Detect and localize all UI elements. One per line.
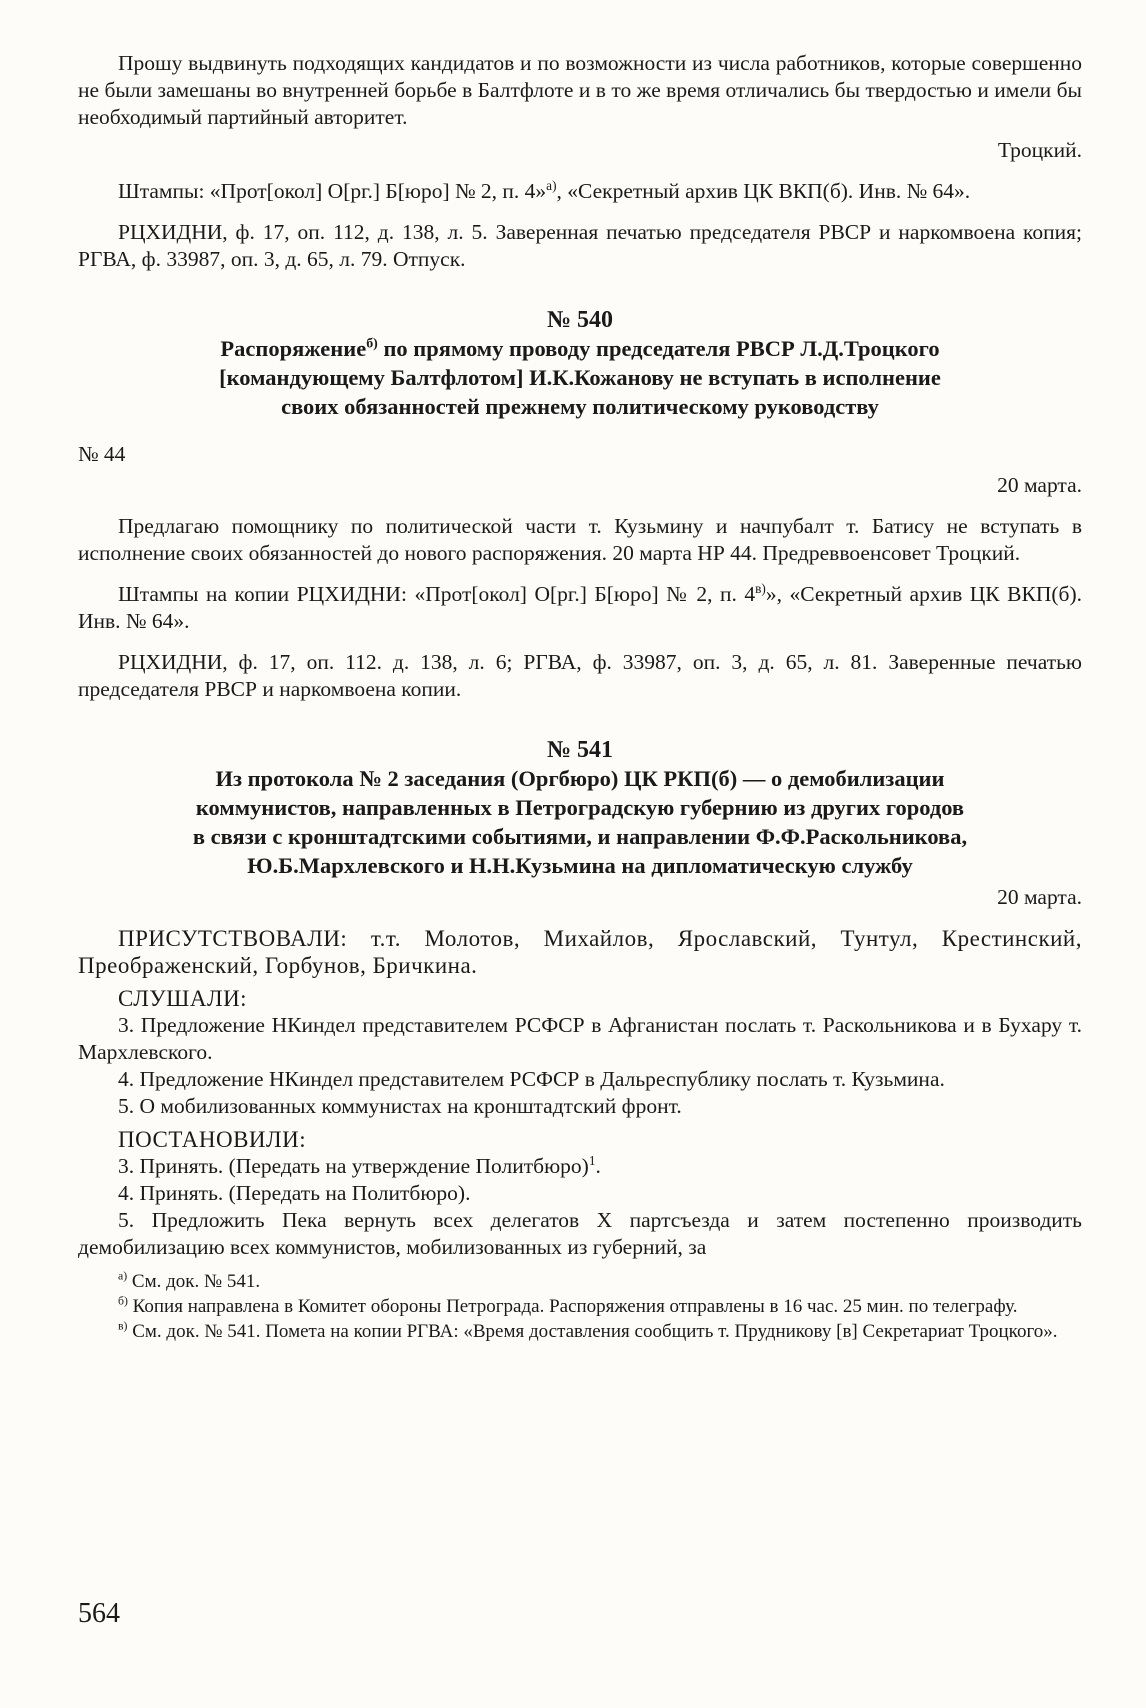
doc540-archive-reference: РЦХИДНИ, ф. 17, оп. 112. д. 138, л. 6; РГВА, ф. 33987, оп. 3, д. 65, л. 81. Заверенные печатью председателя РВСР и наркомвоена копии. [78, 650, 1082, 701]
doc541-heard-label: СЛУШАЛИ: [118, 986, 248, 1011]
page-number: 564 [78, 1598, 120, 1629]
doc541-decided-item: 4. Принять. (Передать на Политбюро). [118, 1181, 471, 1205]
doc541-date: 20 марта. [997, 885, 1082, 909]
doc541-heard-item: 3. Предложение НКиндел представителем РСФСР в Афганистан послать т. Раскольникова и в Бухару т. Мархлевского. [78, 1013, 1082, 1064]
doc540-body: Предлагаю помощнику по политической части т. Кузьмину и начпубалт т. Батису не вступать в исполнение своих обязанностей до нового распоряжения. 20 марта НР 44. Предреввоенсовет Троцкий. [78, 514, 1082, 565]
footnote: $^{а)}$ См. док. № 541. [118, 1269, 261, 1292]
footnotes [78, 1269, 1082, 1344]
intro-stamps: Штампы: «Прот[окол] О[рг.] Б[юро] № 2, п. 4»$^{а)}$, «Секретный архив ЦК ВКП(б). Инв. № 64». [118, 177, 971, 203]
doc541-title: Из протокола № 2 заседания (Оргбюро) ЦК РКП(б) — о демобилизации коммунистов, направленных в Петроградскую губернию из других городов в связи с кронштадтскими событиями, и направлении Ф.Ф.Раскольникова, Ю.Б.Мархлевского и Н.Н.Кузьмина на дипломатическую службу [192, 766, 968, 878]
doc541-present: ПРИСУТСТВОВАЛИ: т.т. Молотов, Михайлов, Ярославский, Тунтул, Крестинский, Преображенский, Горбунов, Бричкина. [78, 926, 1082, 978]
doc540-ref: № 44 [78, 442, 126, 466]
doc541-heard-item: 5. О мобилизованных коммунистах на кронштадтский фронт. [118, 1094, 682, 1118]
doc540-date: 20 марта. [997, 473, 1082, 497]
doc541-decided-item: 3. Принять. (Передать на утверждение Политбюро)$^1$. [118, 1152, 601, 1178]
doc541-heard-item: 4. Предложение НКиндел представителем РСФСР в Дальреспублику послать т. Кузьмина. [118, 1067, 945, 1091]
doc541-decided-label: ПОСТАНОВИЛИ: [118, 1127, 307, 1152]
intro-paragraph: Прошу выдвинуть подходящих кандидатов и по возможности из числа работников, которые совершенно не были замешаны во внутренней борьбе в Балтфлоте и в то же время отличались бы твердостью и имели бы необходимый партийный авторитет. [78, 51, 1082, 129]
doc540-stamps: Штампы на копии РЦХИДНИ: «Прот[окол] О[рг.] Б[юро] № 2, п. $4^{в)}$», «Секретный архив ЦК ВКП(б). Инв. № 64». [78, 580, 1082, 633]
footnote: $^{б)}$ Копия направлена в Комитет обороны Петрограда. Распоряжения отправлены в 16 час. 25 мин. по телеграфу. [118, 1294, 1018, 1317]
doc541-decided-item: 5. Предложить Пека вернуть всех делегатов X партсъезда и затем постепенно производить демобилизацию всех коммунистов, мобилизованных из губерний, за [78, 1208, 1082, 1259]
document-page [78, 50, 1082, 1344]
footnote: $^{в)}$ См. док. № 541. Помета на копии РГВА: «Время доставления сообщить т. Прудникову [в] Секретариат Троцкого». [118, 1319, 1058, 1342]
intro-signature: Троцкий. [997, 138, 1082, 162]
doc540-number: № 540 [546, 307, 614, 333]
doc540-title: Распоряжение$^{б)}$ по прямому проводу председателя РВСР Л.Д.Троцкого [командующему Балтфлотом] И.К.Кожанову не вступать в исполнение своих обязанностей прежнему политическому руководству [219, 336, 941, 419]
intro-archive-reference: РЦХИДНИ, ф. 17, оп. 112, д. 138, л. 5. Заверенная печатью председателя РВСР и наркомвоена копия; РГВА, ф. 33987, оп. 3, д. 65, л. 79. Отпуск. [78, 220, 1082, 271]
doc541-number: № 541 [546, 737, 614, 763]
